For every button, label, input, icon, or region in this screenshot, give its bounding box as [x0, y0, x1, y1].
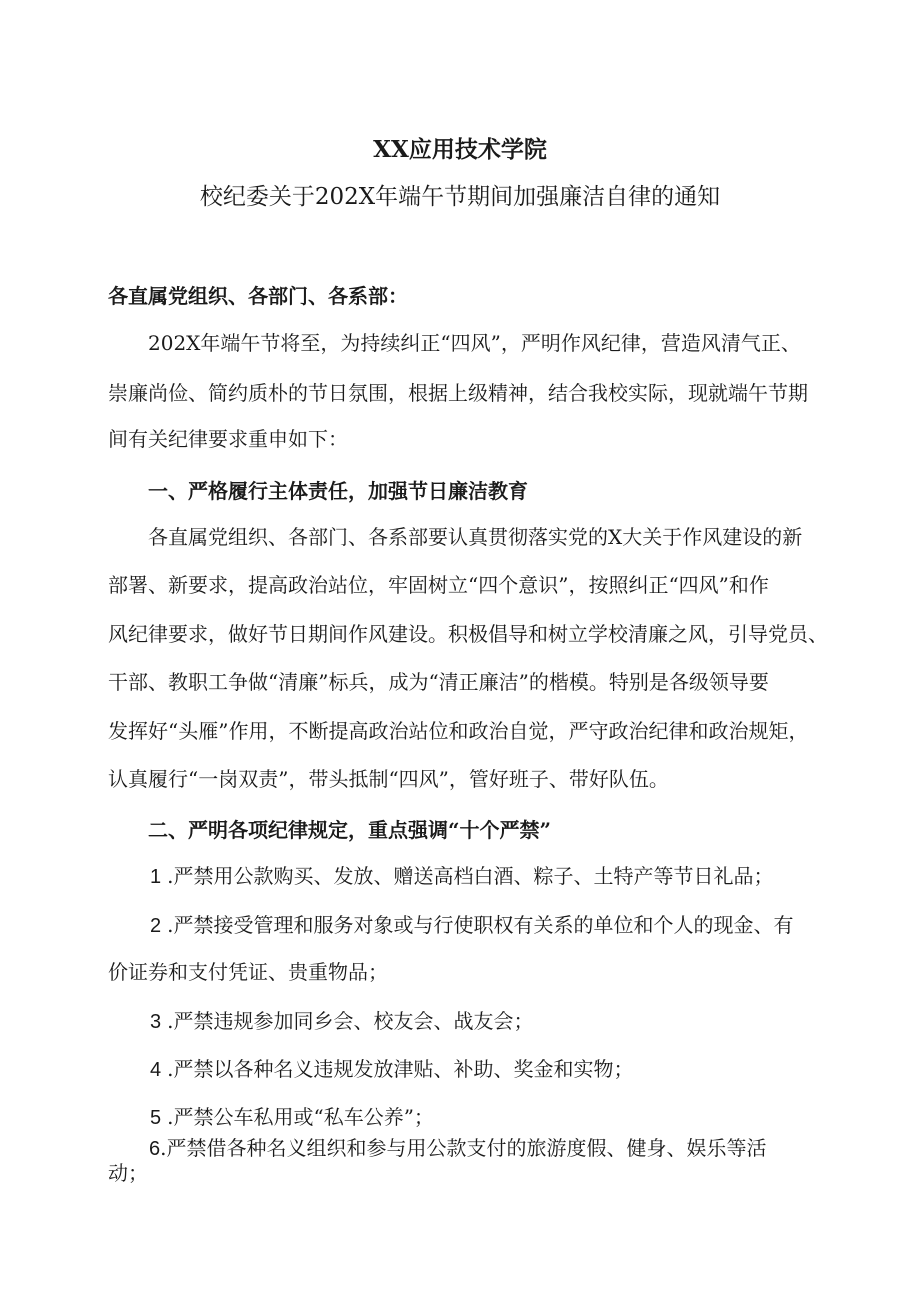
list-item [149, 1136, 766, 1161]
list-item [150, 864, 773, 889]
item-text: .严禁以各种名义违规发放津贴、补助、奖金和实物； [167, 1057, 634, 1081]
section-2-heading: 二、严明各项纪律规定，重点强调“十个严禁” [148, 818, 552, 842]
list-item [150, 913, 793, 938]
item-number: 4 [150, 1059, 162, 1081]
section-1-line: 干部、教职工争做“清廉”标兵，成为“清正廉洁”的楷模。特别是各级领导要 [108, 670, 769, 694]
intro-line: 间有关纪律要求重申如下： [108, 427, 348, 451]
notice-title: 校纪委关于202X年端午节期间加强廉洁自律的通知 [199, 184, 721, 210]
list-item-continuation: 价证券和支付凭证、贵重物品； [108, 960, 388, 984]
section-1-line: 发挥好“头雁”作用，不断提高政治站位和政治自觉，严守政治纪律和政治规矩， [108, 719, 809, 743]
list-item-continuation: 动； [108, 1161, 148, 1185]
item-text: .严禁公车私用或“私车公养”； [167, 1105, 434, 1129]
list-item [150, 1057, 633, 1082]
list-item [150, 1009, 533, 1034]
item-text: .严禁用公款购买、发放、赠送高档白酒、粽子、土特产等节日礼品； [167, 864, 774, 888]
item-number: 6 [149, 1138, 161, 1160]
section-1-line: 风纪律要求，做好节日期间作风建设。积极倡导和树立学校清廉之风，引导党员、 [108, 622, 828, 646]
item-text: .严禁借各种名义组织和参与用公款支付的旅游度假、健身、娱乐等活 [160, 1136, 767, 1160]
section-1-line: 各直属党组织、各部门、各系部要认真贯彻落实党的X大关于作风建设的新 [148, 525, 803, 549]
item-number: 5 [150, 1107, 162, 1129]
section-1-line: 认真履行“一岗双责”，带头抵制“四风”，管好班子、带好队伍。 [108, 767, 669, 791]
intro-line: 202X年端午节将至，为持续纠正“四风”，严明作风纪律，营造风清气正、 [148, 331, 801, 355]
item-number: 3 [150, 1011, 162, 1033]
item-text: .严禁接受管理和服务对象或与行使职权有关系的单位和个人的现金、有 [167, 913, 794, 937]
item-number: 1 [150, 866, 162, 888]
school-name: XX应用技术学院 [373, 136, 547, 163]
salutation: 各直属党组织、各部门、各系部： [108, 284, 408, 308]
intro-line: 崇廉尚俭、简约质朴的节日氛围，根据上级精神，结合我校实际，现就端午节期 [108, 381, 808, 405]
item-text: .严禁违规参加同乡会、校友会、战友会； [167, 1009, 534, 1033]
list-item [150, 1105, 434, 1130]
section-1-heading: 一、严格履行主体责任，加强节日廉洁教育 [148, 479, 528, 503]
item-number: 2 [150, 915, 162, 937]
section-1-line: 部署、新要求，提高政治站位，牢固树立“四个意识”，按照纠正“四风”和作 [108, 573, 769, 597]
